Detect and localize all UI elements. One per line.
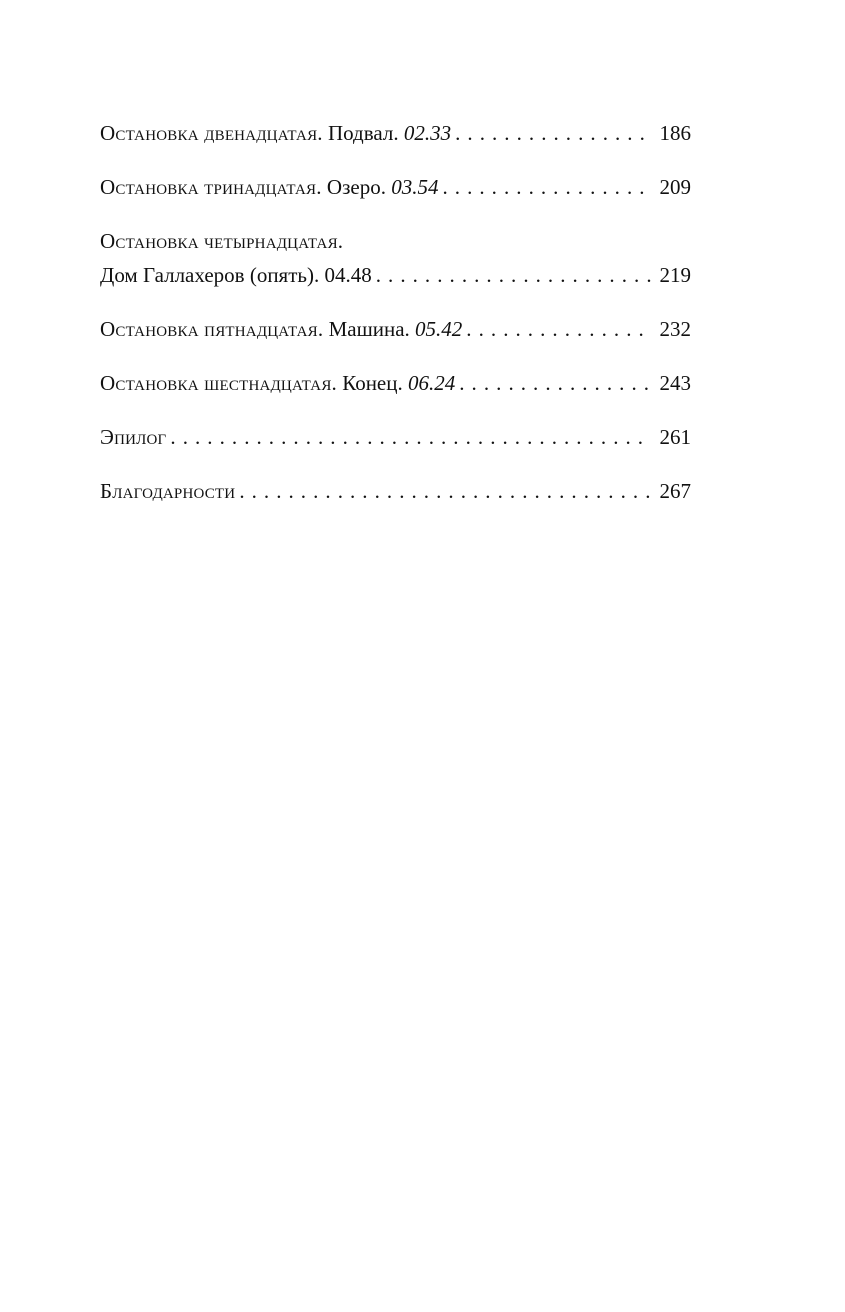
toc-entry-label: Остановка тринадцатая. — [100, 175, 322, 199]
dot-leader — [170, 426, 651, 448]
toc-entry-label: Благодарности — [100, 479, 236, 503]
toc-line — [100, 176, 691, 198]
toc-entry-time: 06.24 — [408, 371, 456, 395]
toc-entry-acknowledgements[interactable] — [100, 480, 691, 502]
toc-entry-page: 267 — [659, 479, 691, 503]
toc-entry-label: Остановка шестнадцатая. — [100, 371, 337, 395]
toc-entry-page: 261 — [659, 425, 691, 449]
toc-entry-stop-13[interactable] — [100, 176, 691, 198]
toc-entry-subtitle: Конец. — [342, 371, 403, 395]
dot-leader — [442, 176, 651, 198]
toc-line — [100, 318, 691, 340]
toc-entry-label: Эпилог — [100, 425, 167, 449]
toc-line — [100, 480, 691, 502]
toc-entry-stop-12[interactable] — [100, 122, 691, 144]
toc-entry-stop-16[interactable] — [100, 372, 691, 394]
dot-leader — [459, 372, 651, 394]
toc-entry-label: Остановка четырнадцатая. — [100, 229, 344, 253]
dot-leader — [239, 480, 651, 502]
toc-entry-label: Остановка пятнадцатая. — [100, 317, 324, 341]
toc-entry-subtitle: Озеро. — [326, 175, 386, 199]
toc-entry-page: 232 — [659, 317, 691, 341]
toc-entry-page: 219 — [659, 263, 691, 287]
dot-leader — [455, 122, 651, 144]
toc-line — [100, 264, 691, 286]
dot-leader — [376, 264, 651, 286]
toc-line — [100, 122, 691, 144]
toc-entry-page: 186 — [659, 121, 691, 145]
toc-line — [100, 426, 691, 448]
toc-entry-stop-14[interactable] — [100, 230, 691, 286]
toc-entry-stop-15[interactable] — [100, 318, 691, 340]
toc-entry-subtitle: Дом Галлахеров (опять). 04.48 — [100, 263, 372, 287]
table-of-contents — [100, 122, 691, 534]
toc-line — [100, 372, 691, 394]
toc-entry-label: Остановка двенадцатая. — [100, 121, 323, 145]
toc-entry-page: 243 — [659, 371, 691, 395]
toc-entry-time: 03.54 — [391, 175, 439, 199]
toc-entry-time: 05.42 — [415, 317, 463, 341]
toc-entry-page: 209 — [659, 175, 691, 199]
toc-entry-time: 02.33 — [403, 121, 452, 145]
toc-entry-subtitle: Подвал. — [327, 121, 399, 145]
dot-leader — [466, 318, 651, 340]
toc-entry-subtitle: Машина. — [328, 317, 410, 341]
toc-entry-epilogue[interactable] — [100, 426, 691, 448]
